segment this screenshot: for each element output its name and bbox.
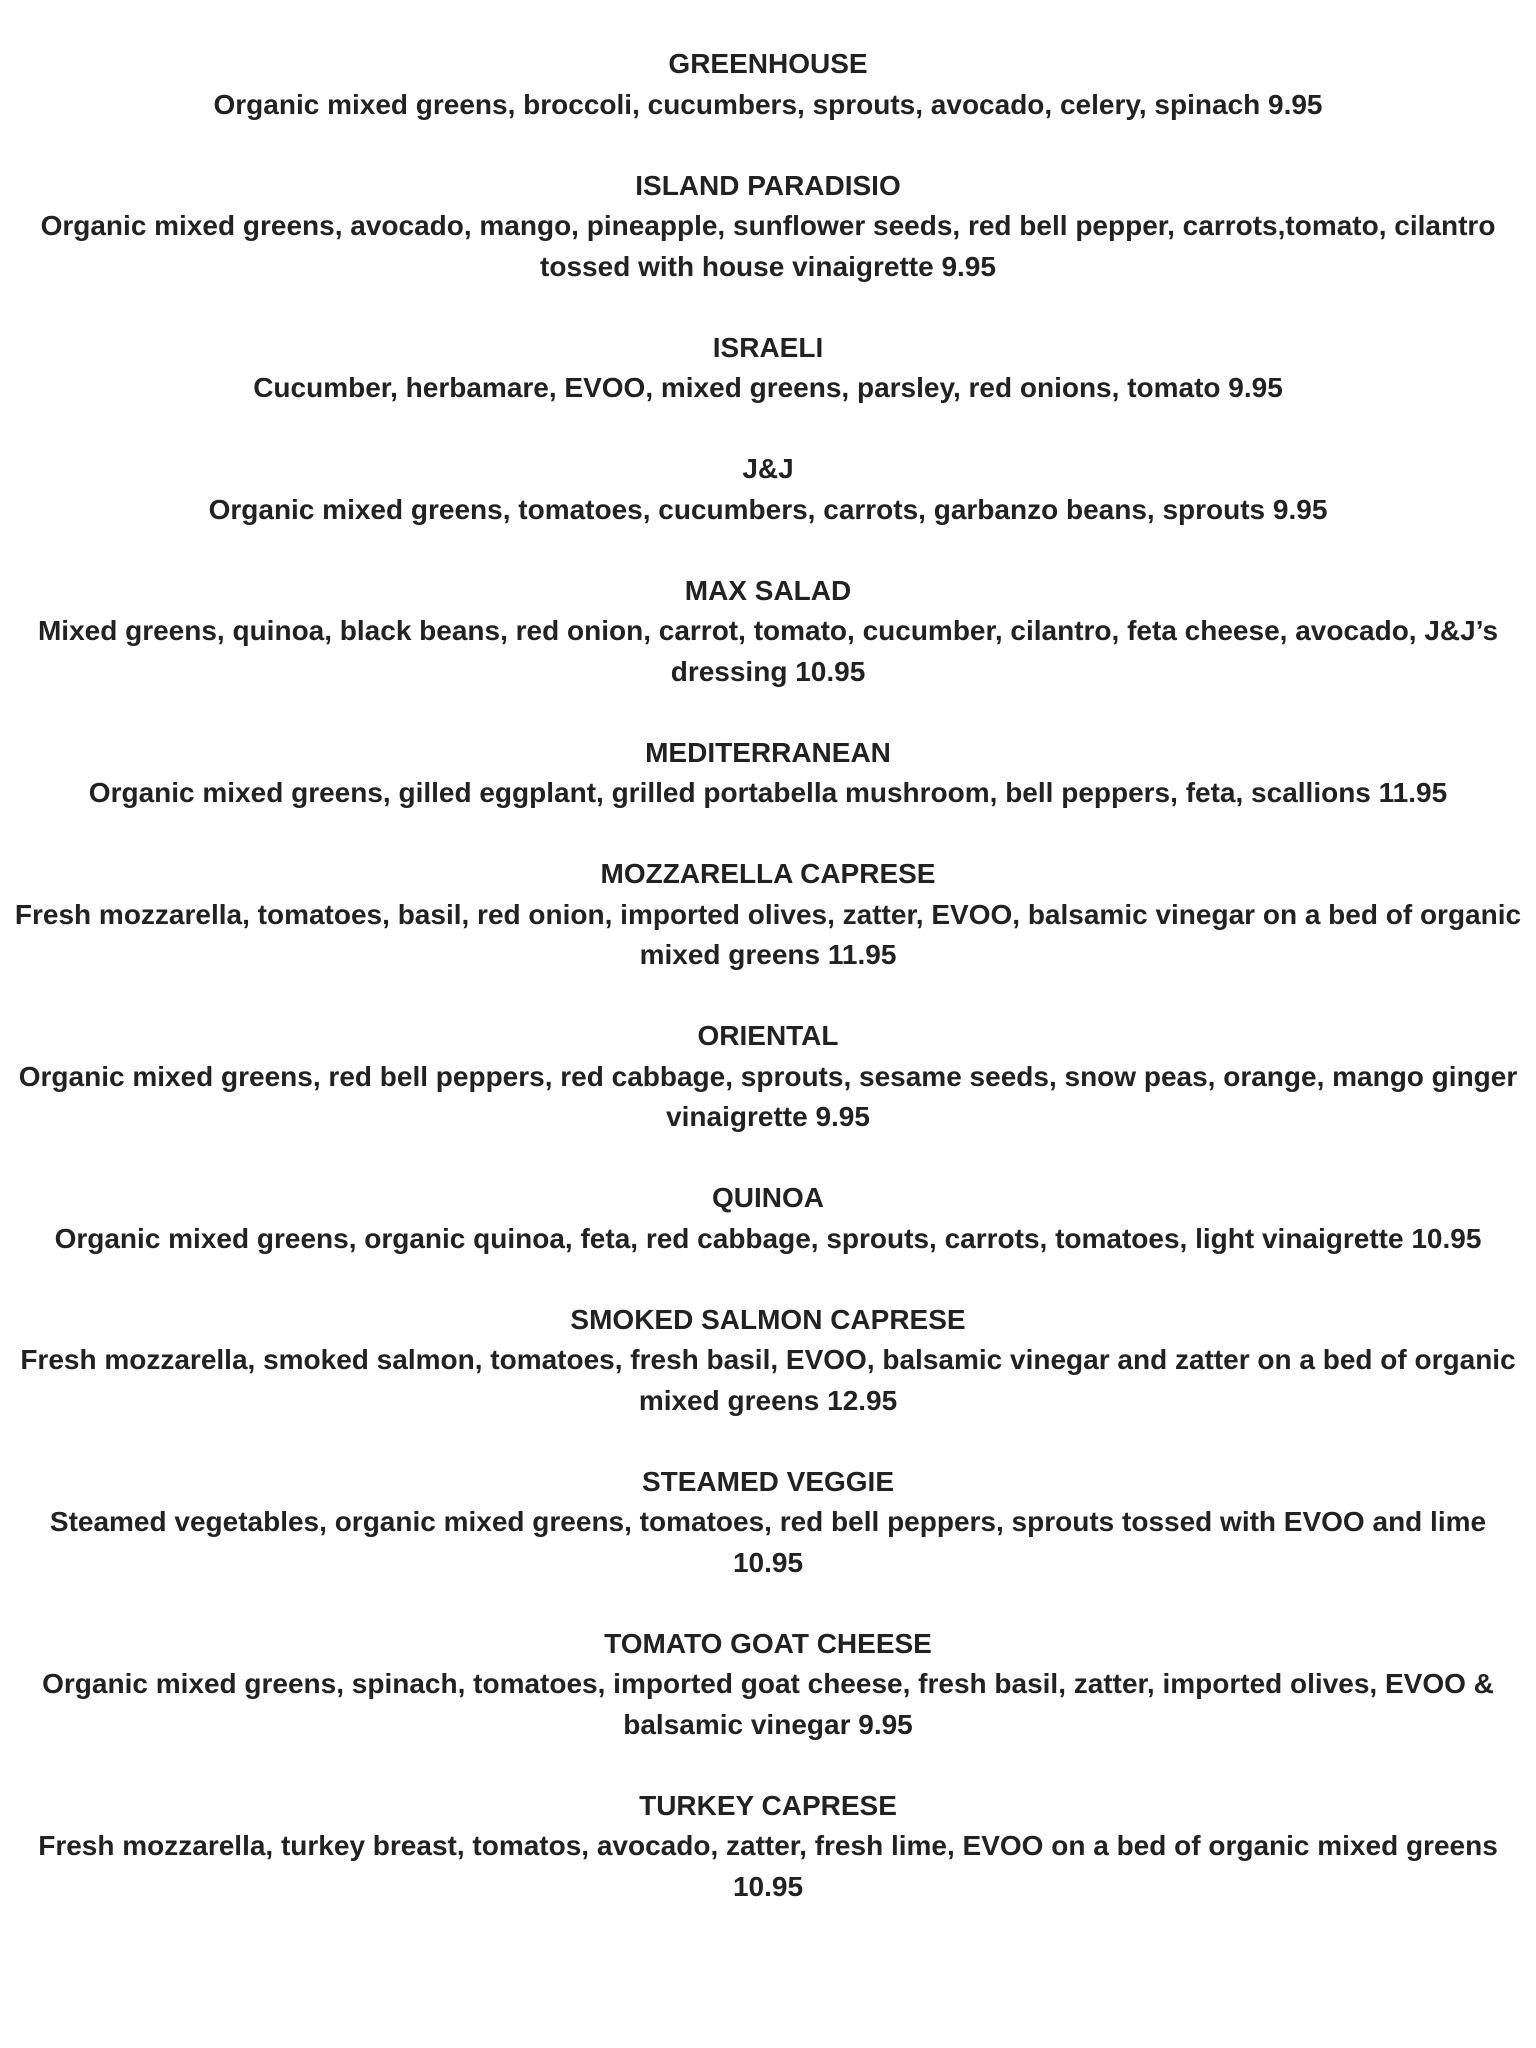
menu-item-j-and-j <box>0 449 1536 530</box>
menu-item-description: Organic mixed greens, spinach, tomatoes, imported goat cheese, fresh basil, zatter, imported olives, EVOO & balsamic vinegar 9.95 <box>42 1668 1494 1740</box>
menu-item-description: Fresh mozzarella, smoked salmon, tomatoes, fresh basil, EVOO, balsamic vinegar and zatter on a bed of organic mixed greens 12.95 <box>20 1344 1516 1416</box>
menu-item-title: MOZZARELLA CAPRESE <box>600 858 936 889</box>
menu-item-description: Organic mixed greens, gilled eggplant, grilled portabella mushroom, bell peppers, feta, scallions 11.95 <box>88 777 1448 808</box>
menu-item-mediterranean <box>0 733 1536 814</box>
salad-menu <box>0 44 1536 1948</box>
menu-item-title: GREENHOUSE <box>668 48 868 79</box>
menu-item-title: QUINOA <box>712 1182 824 1213</box>
menu-item-island-paradisio <box>0 166 1536 288</box>
menu-item-turkey-caprese <box>0 1786 1536 1908</box>
menu-item-tomato-goat-cheese <box>0 1624 1536 1746</box>
menu-item-description: Organic mixed greens, red bell peppers, red cabbage, sprouts, sesame seeds, snow peas, orange, mango ginger vinaigrette 9.95 <box>18 1060 1518 1132</box>
menu-item-greenhouse <box>0 44 1536 125</box>
menu-item-israeli <box>0 328 1536 409</box>
menu-item-description: Steamed vegetables, organic mixed greens, tomatoes, red bell peppers, sprouts tossed with EVOO and lime 10.95 <box>49 1506 1487 1578</box>
menu-item-title: TOMATO GOAT CHEESE <box>604 1627 932 1659</box>
menu-item-description: Fresh mozzarella, turkey breast, tomatos, avocado, zatter, fresh lime, EVOO on a bed of organic mixed greens 10.95 <box>38 1830 1498 1902</box>
menu-item-oriental <box>0 1016 1536 1138</box>
menu-item-title: ISLAND PARADISIO <box>635 169 901 201</box>
menu-item-description: Cucumber, herbamare, EVOO, mixed greens, parsley, red onions, tomato 9.95 <box>253 372 1283 403</box>
menu-item-title: MEDITERRANEAN <box>645 736 891 768</box>
menu-item-description: Organic mixed greens, broccoli, cucumbers, sprouts, avocado, celery, spinach 9.95 <box>213 88 1323 120</box>
menu-item-title: ISRAELI <box>712 331 824 363</box>
menu-item-quinoa <box>0 1178 1536 1259</box>
menu-item-smoked-salmon-caprese <box>0 1300 1536 1422</box>
menu-item-title: ORIENTAL <box>697 1020 839 1051</box>
menu-item-description: Organic mixed greens, avocado, mango, pineapple, sunflower seeds, red bell pepper, carrots,tomato, cilantro tossed with house vinaigrette 9.95 <box>40 210 1496 282</box>
menu-item-title: MAX SALAD <box>684 574 852 606</box>
menu-item-title: SMOKED SALMON CAPRESE <box>570 1303 966 1335</box>
menu-item-steamed-veggie <box>0 1462 1536 1584</box>
menu-item-mozzarella-caprese <box>0 854 1536 976</box>
menu-item-description: Organic mixed greens, tomatoes, cucumbers, carrots, garbanzo beans, sprouts 9.95 <box>208 493 1328 525</box>
menu-item-description: Mixed greens, quinoa, black beans, red onion, carrot, tomato, cucumber, cilantro, feta cheese, avocado, J&J’s dressing 10.95 <box>37 615 1499 687</box>
menu-item-description: Fresh mozzarella, tomatoes, basil, red onion, imported olives, zatter, EVOO, balsamic vinegar on a bed of organic mixed greens 11.95 <box>14 898 1522 970</box>
menu-item-title: TURKEY CAPRESE <box>639 1789 897 1821</box>
menu-item-title: J&J <box>742 453 794 484</box>
menu-item-title: STEAMED VEGGIE <box>641 1465 895 1497</box>
menu-item-description: Organic mixed greens, organic quinoa, feta, red cabbage, sprouts, carrots, tomatoes, light vinaigrette 10.95 <box>54 1222 1482 1254</box>
menu-item-max-salad <box>0 571 1536 693</box>
